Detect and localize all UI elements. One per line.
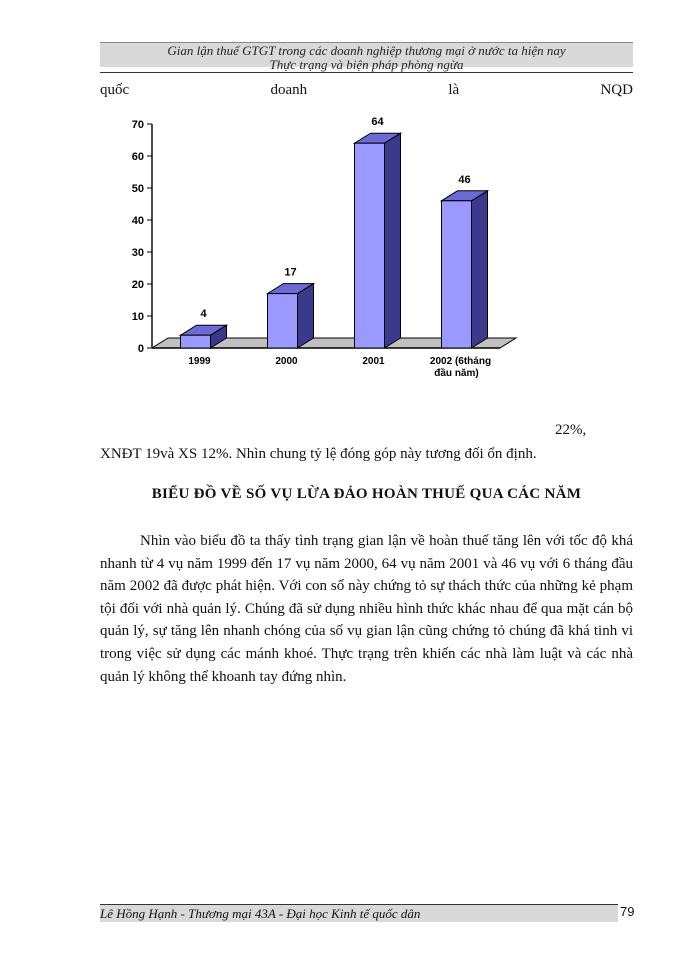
spread-word-1: quốc <box>100 82 130 98</box>
data-label-1: 17 <box>284 266 297 279</box>
y-tick-label-3: 30 <box>131 247 144 259</box>
category-label-0: 1999 <box>188 356 211 367</box>
y-tick-label-2: 20 <box>131 279 144 291</box>
bar-1 <box>268 294 298 348</box>
y-tick-label-0: 0 <box>137 343 144 355</box>
category-label-3: 2002 (6tháng <box>429 356 492 367</box>
body-paragraph: Nhìn vào biểu đồ ta thấy tình trạng gian lận về hoàn thuế tăng lên với tốc độ khá nhanh từ 4 vụ năm 1999 đến 17 vụ năm 2000, 64 vụ năm 2001 và 46 vụ với 6 tháng đầu năm 2002 đã được phát hiện. Với con số này chứng tỏ sự thách thức của những kẻ phạm tội đối với nhà quản lý. Chúng đã sử dụng nhiều hình thức khác nhau để qua mặt cán bộ quản lý, sự tăng lên nhanh chóng của số vụ gian lận cũng chứng tỏ chúng đã khá tinh vi trong việc sử dụng các mánh khoé. Thực trạng trên khiến các nhà làm luật và các nhà quản lý không thể khoanh tay đứng nhìn. <box>100 533 633 685</box>
spread-word-3: là <box>448 82 460 98</box>
y-tick-label-7: 70 <box>131 119 144 131</box>
page-number: 79 <box>620 904 635 919</box>
category-label-3-line2: đầu năm) <box>434 368 479 379</box>
bar-2 <box>355 143 385 348</box>
bar-0 <box>181 335 211 348</box>
y-tick-label-5: 50 <box>131 183 144 195</box>
y-tick-label-4: 40 <box>131 215 144 227</box>
y-tick-label-6: 60 <box>131 151 144 163</box>
data-label-2: 64 <box>371 116 384 129</box>
header-title: Gian lận thuế GTGT trong các doanh nghiệp thương mại ở nước ta hiện nay <box>167 43 566 58</box>
data-label-0: 4 <box>200 308 207 321</box>
y-tick-label-1: 10 <box>131 311 144 323</box>
text-fragment: 22%, <box>555 422 587 438</box>
category-label-2: 2001 <box>362 356 385 367</box>
data-label-3: 46 <box>458 173 471 186</box>
section-title: BIỂU ĐỒ VỀ SỐ VỤ LỪA ĐẢO HOÀN THUẾ QUA CÁC NĂM <box>151 486 582 502</box>
bar-chart <box>120 100 540 390</box>
category-label-1: 2000 <box>275 356 298 367</box>
spread-text-line <box>100 82 633 99</box>
footer-author: Lê Hồng Hạnh - Thương mại 43A - Đại học Kinh tế quốc dân <box>100 906 421 921</box>
spread-word-4: NQD <box>600 82 633 98</box>
bar-3 <box>442 201 472 348</box>
bar-side-1 <box>298 284 314 348</box>
header-subtitle: Thực trạng và biện pháp phòng ngừa <box>269 57 464 72</box>
spread-word-2: doanh <box>270 82 308 98</box>
bar-side-2 <box>385 133 401 348</box>
bar-side-3 <box>472 191 488 348</box>
footer-rule <box>100 904 618 905</box>
text-line: XNĐT 19và XS 12%. Nhìn chung tỷ lệ đóng góp này tương đối ổn định. <box>100 446 537 462</box>
header-rule <box>100 72 633 73</box>
